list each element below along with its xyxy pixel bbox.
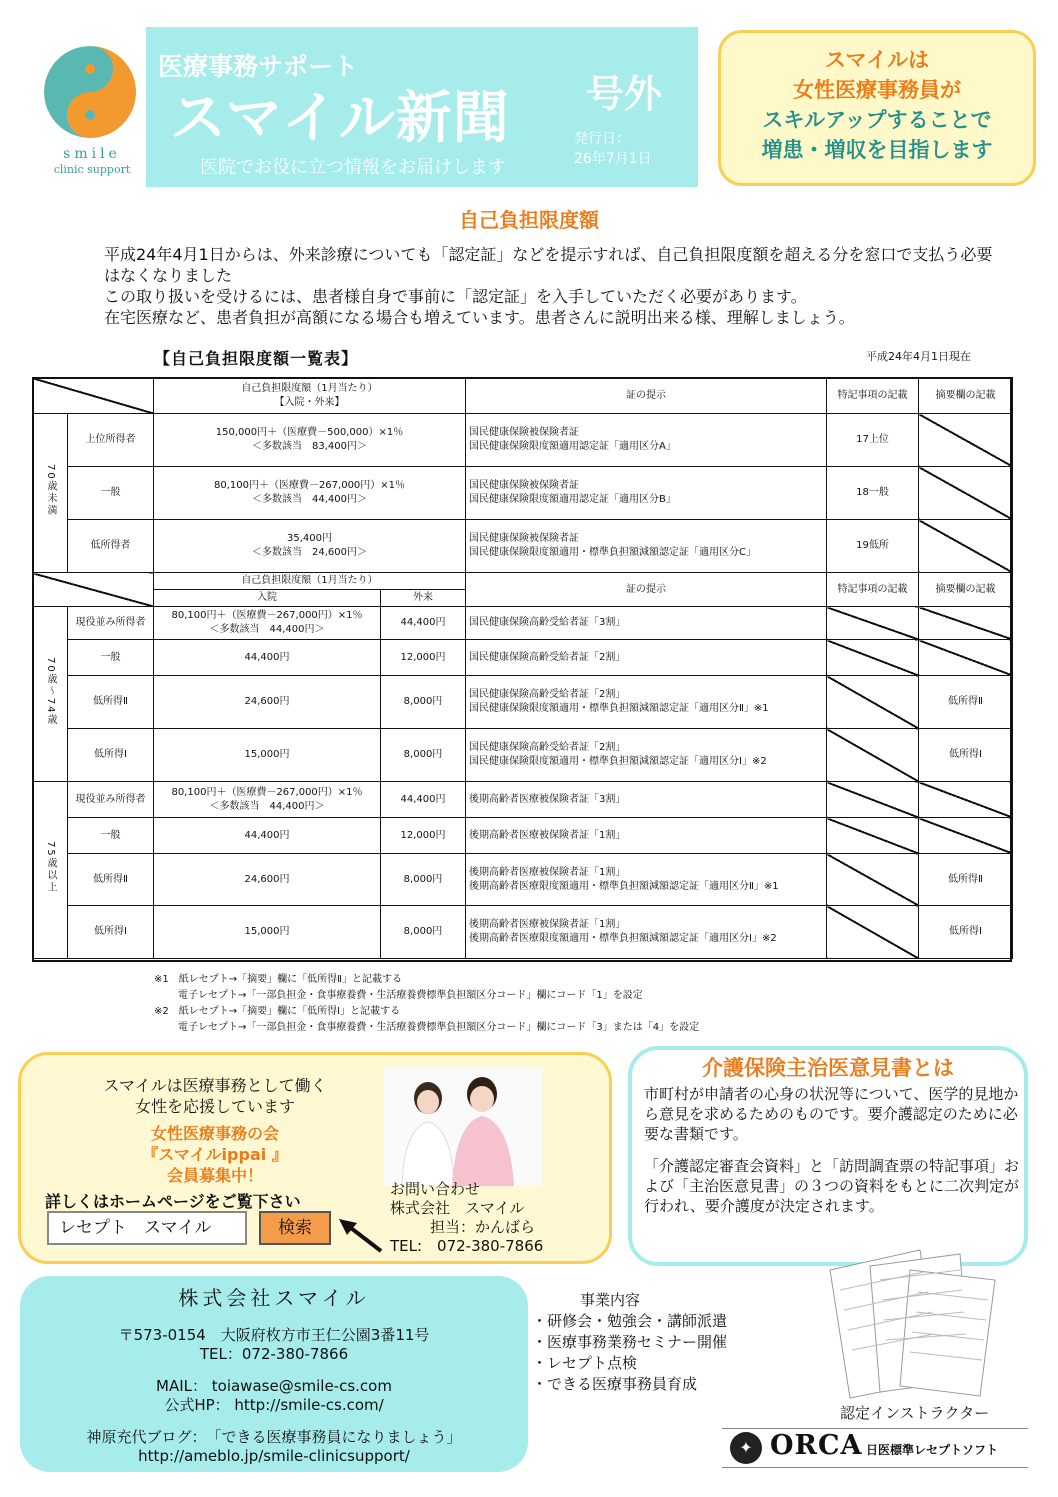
table-cell	[154, 782, 381, 818]
table-cell	[466, 676, 827, 729]
header-summary: 摘要欄の記載	[919, 573, 1013, 607]
recruit-line3: 女性医療事務の会	[150, 1124, 279, 1143]
company-name: 株式会社スマイル	[178, 1286, 370, 1310]
header-inpatient: 入院	[154, 590, 381, 607]
masthead-extra: 号外	[586, 72, 663, 116]
recruit-line2: 女性を応援しています	[134, 1097, 295, 1116]
table-cell: 後期高齢者医療被保険者証「1割」	[466, 818, 827, 854]
issue-label: 発行日：	[574, 131, 630, 147]
slash-cell	[827, 607, 919, 640]
multi: ＜多数該当 44,400円＞	[252, 494, 367, 505]
group2-label: 70歳〜74歳	[45, 656, 56, 727]
table-cell: 低所得Ⅱ	[919, 854, 1013, 906]
limit-table	[32, 377, 1013, 959]
cert: 国民健康保険限度額適用・標準負担額減額認定証「適用区分Ⅰ」※2	[469, 756, 767, 767]
multi: ＜多数該当 44,400円＞	[209, 800, 325, 812]
slogan-line2: 女性医療事務員が	[793, 78, 961, 102]
recruit-intro	[81, 1075, 349, 1117]
issue-date-block	[574, 129, 652, 169]
intro-paragraph: この取り扱いを受けるには、患者様自身で事前に「認定証」を入手していただく必要があります。	[104, 287, 807, 306]
cert: 国民健康保険被保険者証	[469, 480, 579, 491]
table-cell: 低所得Ⅱ	[68, 676, 154, 729]
orca-mark-icon: ✦	[730, 1432, 762, 1464]
contact-line2: 株式会社 スマイル	[390, 1199, 525, 1217]
kaigo-title: 介護保険主治医意見書とは	[702, 1056, 954, 1080]
kaigo-paragraph2: 「介護認定審査会資料」と「訪問調査票の特記事項」および「主治医意見書」の３つの資料をもとに二次判定が行われ、要介護度が決定されます。	[644, 1157, 1020, 1215]
header-cert: 証の提示	[466, 573, 827, 607]
table-cell: 一般	[68, 467, 154, 520]
slash-cell	[827, 729, 919, 782]
note-line: 電子レセプト→「一部負担金・食事療養費・生活療養費標準負担額区分コード」欄にコード「1」を設定	[178, 990, 643, 1001]
intro-paragraph: 在宅医療など、患者負担が高額になる場合も増えています。患者さんに説明出来る様、理解しましょう。	[104, 308, 855, 327]
header-cert: 証の提示	[466, 378, 827, 414]
documents-illustration	[800, 1240, 1010, 1400]
table-cell: 15,000円	[154, 906, 381, 959]
note-line: 電子レセプト→「一部負担金・食事療養費・生活療養費標準負担額区分コード」欄にコード「3」または「4」を設定	[178, 1022, 700, 1033]
group3-label: 75歳以上	[45, 841, 56, 894]
staff-photo	[384, 1068, 542, 1186]
group-label	[33, 607, 68, 782]
table-cell	[466, 906, 827, 959]
company-blog: 神原充代ブログ： 「できる医療事務員になりましょう」	[86, 1428, 462, 1446]
company-mail[interactable]: MAIL： toiawase@smile-cs.com	[156, 1377, 392, 1395]
table-cell: 24,600円	[154, 676, 381, 729]
kaigo-box	[628, 1046, 1028, 1266]
table-cell: 12,000円	[381, 640, 466, 676]
table-cell: 8,000円	[381, 906, 466, 959]
table-cell: 44,400円	[381, 782, 466, 818]
header-special: 特記事項の記載	[827, 573, 919, 607]
header-corner	[33, 378, 154, 414]
header-summary: 摘要欄の記載	[919, 378, 1013, 414]
business-list	[532, 1290, 727, 1395]
orca-name: ORCA	[770, 1430, 863, 1461]
slash-cell	[919, 818, 1013, 854]
header-special: 特記事項の記載	[827, 378, 919, 414]
table-cell	[466, 414, 827, 467]
table-cell	[154, 467, 466, 520]
cert: 国民健康保険限度額適用・標準負担額減額認定証「適用区分C」	[469, 547, 756, 558]
logo-line1: smile	[63, 146, 121, 162]
header-limit-label: 自己負担限度額（1月当たり）	[241, 382, 378, 394]
recruit-line4: 『スマイルippai 』	[142, 1145, 288, 1164]
table-as-of: 平成24年4月1日現在	[866, 350, 971, 363]
orca-sub: 日医標準レセプトソフト	[866, 1443, 999, 1457]
note-line: ※1 紙レセプト→「摘要」欄に「低所得Ⅱ」と記載する	[154, 974, 403, 985]
masthead-tagline: 医院でお役に立つ情報をお届けします	[200, 157, 506, 178]
table-cell: 現役並み所得者	[68, 607, 154, 640]
table-cell: 国民健康保険高齢受給者証「2割」	[466, 640, 827, 676]
header-limit: 自己負担限度額（1月当たり）	[154, 573, 466, 590]
table-cell: 8,000円	[381, 729, 466, 782]
kaigo-paragraph1: 市町村が申請者の心身の状況等について、医学的見地から意見を求めるためのものです。要介護認定のために必要な書類です。	[644, 1085, 1019, 1143]
inpatient: 80,100円＋（医療費－267,000円）×1％	[171, 786, 363, 798]
slogan-line1: スマイルは	[824, 48, 930, 72]
search-button[interactable]: 検索	[259, 1211, 331, 1245]
cert: 後期高齢者医療限度額適用・標準負担額減額認定証「適用区分Ⅰ」※2	[469, 933, 777, 944]
cert: 国民健康保険限度額適用認定証「適用区分A」	[469, 441, 676, 452]
table-cell: 国民健康保険高齢受給者証「3割」	[466, 607, 827, 640]
section-title: 自己負担限度額	[459, 208, 599, 232]
search-input[interactable]: レセプト スマイル	[47, 1211, 247, 1245]
cert: 国民健康保険高齢受給者証「2割」	[469, 742, 626, 753]
contact-line3: 担当：かんばら	[430, 1218, 536, 1236]
slash-cell	[919, 520, 1013, 573]
contact-line1: お問い合わせ	[390, 1180, 481, 1198]
logo-mark	[44, 46, 136, 138]
slash-cell	[827, 854, 919, 906]
contact-info	[390, 1180, 543, 1256]
cert: 後期高齢者医療限度額適用・標準負担額減額認定証「適用区分Ⅱ」※1	[469, 880, 779, 892]
table-notes	[154, 972, 699, 1036]
table-title: 【自己負担限度額一覧表】	[154, 349, 359, 368]
arrow-icon	[337, 1215, 387, 1257]
business-item: ・できる医療事務員育成	[532, 1375, 698, 1393]
table-cell: 44,400円	[381, 607, 466, 640]
formula: 35,400円	[287, 533, 332, 544]
instructor-label: 認定インストラクター	[840, 1404, 990, 1422]
multi: ＜多数該当 44,400円＞	[209, 624, 325, 635]
masthead-title: スマイル新聞	[170, 86, 510, 151]
cert: 国民健康保険限度額適用・標準負担額減額認定証「適用区分Ⅱ」※1	[469, 703, 769, 714]
logo-text	[40, 146, 144, 178]
company-blog-url[interactable]: http://ameblo.jp/smile-clinicsupport/	[138, 1447, 410, 1465]
intro-paragraph: 平成24年4月1日からは、外来診療についても「認定証」などを提示すれば、自己負担限度額を超える分を窓口で支払う必要はなくなりました	[104, 245, 993, 285]
orca-banner	[722, 1428, 1028, 1468]
intro-text	[104, 244, 994, 328]
cert: 国民健康保険高齢受給者証「2割」	[469, 689, 626, 700]
table-cell: 上位所得者	[68, 414, 154, 467]
table-cell: 8,000円	[381, 676, 466, 729]
slash-cell	[919, 782, 1013, 818]
slash-cell	[919, 467, 1013, 520]
header-outpatient: 外来	[381, 590, 466, 607]
table-cell: 8,000円	[381, 854, 466, 906]
table-cell: 18一般	[827, 467, 919, 520]
company-box	[20, 1276, 528, 1472]
company-address: 〒573-0154 大阪府枚方市王仁公園3番11号	[118, 1326, 430, 1344]
table-cell: 現役並み所得者	[68, 782, 154, 818]
table-cell: 一般	[68, 818, 154, 854]
table-cell	[466, 467, 827, 520]
table-cell	[154, 520, 466, 573]
table-cell	[466, 520, 827, 573]
table-cell: 12,000円	[381, 818, 466, 854]
masthead-subtitle: 医療事務サポート	[158, 52, 359, 81]
business-item: ・研修会・勉強会・講師派遣	[532, 1312, 728, 1330]
table-cell: 後期高齢者医療被保険者証「3割」	[466, 782, 827, 818]
company-tel: TEL：072-380-7866	[199, 1345, 349, 1363]
slash-cell	[827, 640, 919, 676]
business-item: ・医療事務業務セミナー開催	[532, 1333, 728, 1351]
issue-date: 26年7月1日	[574, 151, 652, 167]
table-cell	[154, 414, 466, 467]
cert: 後期高齢者医療被保険者証「1割」	[469, 866, 626, 878]
table-cell: 一般	[68, 640, 154, 676]
business-title: 事業内容	[580, 1291, 641, 1309]
table-cell: 17上位	[827, 414, 919, 467]
masthead	[146, 27, 698, 187]
table-cell: 19低所	[827, 520, 919, 573]
table-cell: 44,400円	[154, 818, 381, 854]
table-cell	[154, 607, 381, 640]
slogan-line3: スキルアップすることで	[762, 108, 992, 132]
slogan-box	[718, 30, 1036, 186]
business-item: ・レセプト点検	[532, 1354, 638, 1372]
header-limit	[154, 378, 466, 414]
table-cell: 低所得Ⅰ	[919, 729, 1013, 782]
multi: ＜多数該当 83,400円＞	[252, 441, 367, 452]
table-cell: 低所得Ⅰ	[68, 729, 154, 782]
note-line: ※2 紙レセプト→「摘要」欄に「低所得Ⅰ」と記載する	[154, 1006, 401, 1017]
table-cell: 低所得Ⅱ	[919, 676, 1013, 729]
table-cell: 低所得Ⅰ	[919, 906, 1013, 959]
table-cell: 15,000円	[154, 729, 381, 782]
formula: 150,000円＋（医療費－500,000）×1％	[215, 427, 404, 438]
slash-cell	[919, 414, 1013, 467]
slash-cell	[827, 906, 919, 959]
table-cell: 低所得Ⅱ	[68, 854, 154, 906]
multi: ＜多数該当 24,600円＞	[252, 547, 367, 558]
recruit-line5: 会員募集中！	[166, 1166, 263, 1185]
cert: 国民健康保険被保険者証	[469, 533, 579, 544]
table-cell: 44,400円	[154, 640, 381, 676]
group-label	[33, 414, 68, 573]
company-hp[interactable]: 公式HP： http://smile-cs.com/	[164, 1396, 384, 1414]
header-limit-sub: 【入院・外来】	[274, 396, 345, 408]
table-cell	[466, 729, 827, 782]
recruit-highlight	[81, 1123, 349, 1186]
group-label	[33, 782, 68, 959]
slash-cell	[827, 818, 919, 854]
slash-cell	[919, 607, 1013, 640]
table-cell	[466, 854, 827, 906]
slash-cell	[919, 640, 1013, 676]
slash-cell	[827, 782, 919, 818]
group1-label: 70歳未満	[45, 464, 56, 517]
cert: 後期高齢者医療被保険者証「1割」	[469, 919, 626, 930]
formula: 80,100円＋（医療費－267,000円）×1％	[213, 480, 406, 491]
recruit-line1: スマイルは医療事務として働く	[103, 1076, 327, 1095]
recruit-homepage-note: 詳しくはホームページをご覧下さい	[45, 1192, 301, 1211]
logo-line2: clinic support	[53, 163, 131, 176]
table-cell: 24,600円	[154, 854, 381, 906]
table-cell: 低所得者	[68, 520, 154, 573]
cert: 国民健康保険被保険者証	[469, 427, 579, 438]
contact-line4: TEL: 072-380-7866	[390, 1237, 544, 1255]
slogan-line4: 増患・増収を目指します	[761, 138, 993, 162]
slash-cell	[827, 676, 919, 729]
cert: 国民健康保険限度額適用認定証「適用区分B」	[469, 494, 676, 505]
inpatient: 80,100円＋（医療費－267,000円）×1％	[171, 610, 363, 621]
table-cell: 低所得Ⅰ	[68, 906, 154, 959]
header-corner	[33, 573, 154, 607]
